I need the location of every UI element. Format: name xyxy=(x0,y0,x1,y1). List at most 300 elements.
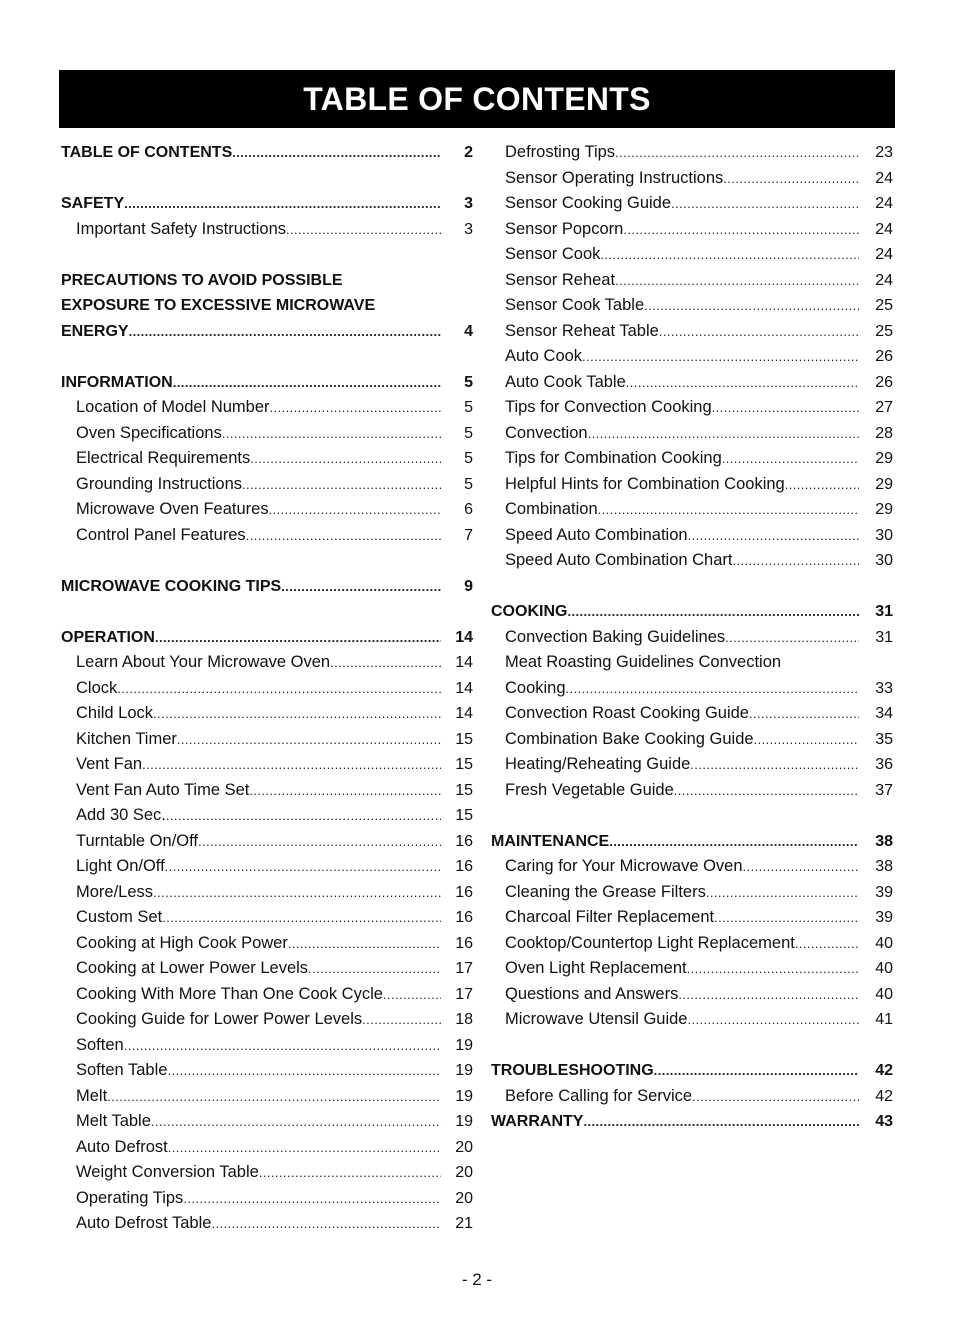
toc-entry-page: 38 xyxy=(875,832,893,850)
dot-leader xyxy=(690,752,859,778)
toc-entry-title: Sensor Cooking Guide xyxy=(505,194,672,212)
toc-entry-title: TROUBLESHOOTING xyxy=(491,1062,654,1079)
toc-section-heading[interactable] xyxy=(61,625,473,651)
toc-entry[interactable] xyxy=(61,395,473,421)
dot-leader xyxy=(286,217,441,243)
toc-entry-title: Helpful Hints for Combination Cooking xyxy=(505,474,785,493)
toc-entry-page: 29 xyxy=(875,450,893,467)
dot-leader xyxy=(583,1109,859,1135)
toc-entry-title: Kitchen Timer xyxy=(76,729,177,748)
dot-leader xyxy=(567,599,859,625)
toc-entry-page: 31 xyxy=(875,603,893,620)
dot-leader xyxy=(654,1058,859,1084)
toc-entry-page: 5 xyxy=(464,373,473,391)
toc-entry[interactable] xyxy=(491,701,893,727)
toc-entry-page: 39 xyxy=(875,909,893,926)
dot-leader xyxy=(232,140,441,166)
toc-entry[interactable] xyxy=(491,268,893,294)
toc-entry-page: 30 xyxy=(875,526,893,544)
toc-entry-page: 16 xyxy=(455,832,473,850)
toc-entry[interactable] xyxy=(491,446,893,472)
toc-entry-title: Clock xyxy=(76,678,118,697)
toc-entry[interactable] xyxy=(491,880,893,906)
dot-leader xyxy=(167,1058,441,1084)
toc-entry[interactable] xyxy=(61,1160,473,1186)
toc-entry-title: Child Lock xyxy=(76,704,154,722)
toc-entry-title: More/Less xyxy=(76,882,154,901)
toc-entry-title: Heating/Reheating Guide xyxy=(505,755,691,773)
toc-entry-page: 24 xyxy=(875,271,893,289)
toc-entry-title: Location of Model Number xyxy=(76,398,270,416)
toc-entry-page: 36 xyxy=(875,756,893,773)
toc-entry[interactable] xyxy=(61,217,473,243)
toc-entry-title: COOKING xyxy=(491,603,568,620)
toc-entry[interactable] xyxy=(491,319,893,345)
toc-entry-title: Turntable On/Off xyxy=(76,831,198,850)
toc-entry-title: Operating Tips xyxy=(76,1188,184,1207)
toc-entry-title: Melt xyxy=(76,1086,108,1105)
toc-entry-title: Sensor Reheat xyxy=(505,270,616,289)
toc-entry[interactable] xyxy=(491,905,893,931)
toc-entry[interactable] xyxy=(491,472,893,498)
toc-entry-page: 27 xyxy=(875,399,893,416)
dot-leader xyxy=(281,574,441,600)
toc-section-heading[interactable] xyxy=(61,140,473,166)
dot-leader xyxy=(124,1033,441,1059)
toc-entry-title: PRECAUTIONS TO AVOID POSSIBLE xyxy=(61,271,343,289)
dot-leader xyxy=(754,727,859,753)
toc-entry-title: ENERGY xyxy=(61,322,129,340)
toc-entry-title: Fresh Vegetable Guide xyxy=(505,780,674,799)
toc-entry[interactable] xyxy=(61,1033,473,1059)
toc-entry-title: Tips for Convection Cooking xyxy=(505,398,712,416)
toc-entry-page: 39 xyxy=(875,883,893,901)
toc-entry-title: Auto Defrost xyxy=(76,1137,168,1156)
toc-entry-title: Sensor Cook Table xyxy=(505,296,645,314)
toc-entry-page: 15 xyxy=(455,807,473,824)
toc-section-heading[interactable] xyxy=(61,293,473,319)
toc-entry-title: Melt Table xyxy=(76,1112,151,1130)
toc-entry-title: Cooking Guide for Lower Power Levels xyxy=(76,1010,363,1028)
toc-entry-page: 15 xyxy=(455,730,473,748)
toc-entry-title: Charcoal Filter Replacement xyxy=(505,908,715,926)
toc-entry-page: 17 xyxy=(455,985,473,1003)
toc-spacer xyxy=(61,599,473,625)
toc-entry[interactable] xyxy=(61,931,473,957)
toc-entry-title: Electrical Requirements xyxy=(76,449,251,467)
toc-entry-title: Custom Set xyxy=(76,908,163,926)
toc-entry[interactable] xyxy=(61,523,473,549)
toc-entry[interactable] xyxy=(61,1058,473,1084)
toc-entry[interactable] xyxy=(491,956,893,982)
dot-leader xyxy=(688,523,859,549)
dot-leader xyxy=(330,650,441,676)
toc-entry-page: 6 xyxy=(464,501,473,518)
toc-entry[interactable] xyxy=(491,217,893,243)
dot-leader xyxy=(725,625,859,651)
toc-entry[interactable] xyxy=(61,829,473,855)
toc-entry[interactable] xyxy=(61,497,473,523)
toc-spacer xyxy=(61,344,473,370)
toc-entry-title: Speed Auto Combination Chart xyxy=(505,551,733,569)
dot-leader xyxy=(259,1160,441,1186)
toc-entry[interactable] xyxy=(61,854,473,880)
dot-leader xyxy=(692,1084,859,1110)
toc-entry-title: Combination xyxy=(505,500,598,518)
toc-entry-title: Sensor Reheat Table xyxy=(505,321,659,340)
dot-leader xyxy=(142,752,441,778)
toc-entry-page: 16 xyxy=(455,909,473,926)
toc-entry-title: Cooking With More Than One Cook Cycle xyxy=(76,984,383,1003)
toc-entry-page: 2 xyxy=(464,144,473,161)
toc-entry-page: 20 xyxy=(455,1164,473,1181)
toc-section-heading[interactable] xyxy=(61,370,473,396)
toc-entry-title: Weight Conversion Table xyxy=(76,1163,259,1181)
toc-section-heading[interactable] xyxy=(491,599,893,625)
toc-entry-page: 29 xyxy=(875,501,893,518)
toc-entry-title: Tips for Combination Cooking xyxy=(505,449,722,467)
toc-section-heading[interactable] xyxy=(61,319,473,345)
toc-entry-page: 21 xyxy=(455,1215,473,1232)
toc-entry-page: 42 xyxy=(875,1087,893,1105)
toc-entry-title: Learn About Your Microwave Oven xyxy=(76,653,331,671)
toc-entry-title: Vent Fan Auto Time Set xyxy=(76,780,250,799)
toc-entry-title: Soften xyxy=(76,1035,124,1054)
toc-entry-title: SAFETY xyxy=(61,195,125,212)
dot-leader xyxy=(117,676,441,702)
dot-leader xyxy=(712,395,859,421)
toc-entry-page: 29 xyxy=(875,475,893,493)
toc-entry-page: 41 xyxy=(875,1011,893,1028)
toc-entry[interactable] xyxy=(61,880,473,906)
dot-leader xyxy=(749,701,859,727)
dot-leader xyxy=(124,191,441,217)
toc-entry-title: OPERATION xyxy=(61,628,155,646)
dot-leader xyxy=(588,421,859,447)
toc-entry-title: Cooking xyxy=(505,678,566,697)
toc-entry[interactable] xyxy=(61,1211,473,1237)
toc-entry[interactable] xyxy=(61,1007,473,1033)
toc-entry-title: Sensor Popcorn xyxy=(505,219,624,238)
toc-entry[interactable] xyxy=(491,370,893,396)
dot-leader xyxy=(211,1211,441,1237)
dot-leader xyxy=(250,446,441,472)
toc-entry-page: 31 xyxy=(875,628,893,646)
toc-entry-page: 5 xyxy=(464,450,473,467)
dot-leader xyxy=(270,395,441,421)
toc-entry-page: 37 xyxy=(875,781,893,799)
toc-entry[interactable] xyxy=(61,727,473,753)
toc-entry[interactable] xyxy=(61,676,473,702)
toc-entry-title: Defrosting Tips xyxy=(505,143,616,161)
toc-entry-title: Important Safety Instructions xyxy=(76,219,287,238)
toc-section-heading[interactable] xyxy=(491,1109,893,1135)
toc-entry-page: 3 xyxy=(464,220,473,238)
toc-spacer xyxy=(61,166,473,192)
toc-spacer xyxy=(491,574,893,600)
dot-leader xyxy=(269,497,441,523)
toc-entry[interactable] xyxy=(491,752,893,778)
toc-entry[interactable] xyxy=(61,803,473,829)
dot-leader xyxy=(706,880,859,906)
toc-entry[interactable] xyxy=(61,701,473,727)
toc-entry-page: 19 xyxy=(455,1087,473,1105)
toc-entry-title: Meat Roasting Guidelines Convection xyxy=(505,653,782,671)
dot-leader xyxy=(242,472,441,498)
toc-entry[interactable] xyxy=(491,523,893,549)
toc-entry-page: 24 xyxy=(875,195,893,212)
toc-entry-title: Oven Light Replacement xyxy=(505,959,687,977)
dot-leader xyxy=(687,956,859,982)
dot-leader xyxy=(165,854,441,880)
toc-entry-title: Oven Specifications xyxy=(76,423,222,442)
toc-entry[interactable] xyxy=(491,293,893,319)
toc-entry-page: 15 xyxy=(455,756,473,773)
toc-entry-title: Grounding Instructions xyxy=(76,474,243,493)
dot-leader xyxy=(566,676,859,702)
toc-entry-page: 14 xyxy=(455,705,473,722)
toc-section-heading[interactable] xyxy=(61,191,473,217)
dot-leader xyxy=(714,905,859,931)
toc-entry[interactable] xyxy=(61,1084,473,1110)
toc-entry-page: 19 xyxy=(455,1036,473,1054)
toc-entry-title: WARRANTY xyxy=(491,1113,584,1130)
toc-left-column xyxy=(61,140,473,1237)
toc-entry-page: 4 xyxy=(464,322,473,340)
toc-entry[interactable] xyxy=(491,650,893,676)
toc-entry-page: 5 xyxy=(464,475,473,493)
toc-spacer xyxy=(61,242,473,268)
toc-entry[interactable] xyxy=(491,191,893,217)
toc-entry-title: Cooktop/Countertop Light Replacement xyxy=(505,933,795,952)
dot-leader xyxy=(785,472,859,498)
toc-entry-title: MAINTENANCE xyxy=(491,832,610,850)
toc-entry[interactable] xyxy=(491,344,893,370)
dot-leader xyxy=(743,854,859,880)
dot-leader xyxy=(671,191,859,217)
dot-leader xyxy=(678,982,859,1008)
toc-entry-page: 33 xyxy=(875,679,893,697)
dot-leader xyxy=(168,1135,441,1161)
toc-section-heading[interactable] xyxy=(491,829,893,855)
toc-entry-page: 40 xyxy=(875,960,893,977)
toc-entry-title: TABLE OF CONTENTS xyxy=(61,144,233,161)
toc-entry[interactable] xyxy=(491,931,893,957)
toc-entry-page: 26 xyxy=(875,373,893,391)
toc-entry-title: Cooking at High Cook Power xyxy=(76,933,288,952)
toc-entry-page: 18 xyxy=(455,1011,473,1028)
dot-leader xyxy=(600,242,859,268)
dot-leader xyxy=(166,803,441,829)
toc-entry[interactable] xyxy=(61,905,473,931)
toc-entry-page: 24 xyxy=(875,169,893,187)
toc-entry[interactable] xyxy=(491,727,893,753)
page-title: TABLE OF CONTENTS xyxy=(59,70,895,128)
toc-entry-title: Microwave Oven Features xyxy=(76,500,269,518)
dot-leader xyxy=(151,1109,441,1135)
toc-entry-page: 5 xyxy=(464,399,473,416)
toc-section-heading[interactable] xyxy=(61,574,473,600)
dot-leader xyxy=(129,319,441,345)
toc-entry-title: Microwave Utensil Guide xyxy=(505,1010,688,1028)
toc-entry-page: 25 xyxy=(875,322,893,340)
toc-entry-title: Soften Table xyxy=(76,1061,168,1079)
toc-entry-title: Sensor Operating Instructions xyxy=(505,168,724,187)
toc-spacer xyxy=(61,548,473,574)
toc-entry-title: Auto Cook Table xyxy=(505,372,626,391)
toc-entry-title: Vent Fan xyxy=(76,755,143,773)
toc-entry-page: 14 xyxy=(455,679,473,697)
dot-leader xyxy=(383,982,441,1008)
toc-entry-page: 3 xyxy=(464,195,473,212)
toc-entry-title: Convection xyxy=(505,423,588,442)
toc-entry-page: 40 xyxy=(875,934,893,952)
toc-spacer xyxy=(491,1033,893,1059)
toc-entry-title: Auto Cook xyxy=(505,347,583,365)
toc-entry-title: Sensor Cook xyxy=(505,245,601,263)
toc-entry-page: 43 xyxy=(875,1113,893,1130)
toc-entry[interactable] xyxy=(491,778,893,804)
toc-entry-page: 14 xyxy=(455,628,473,646)
dot-leader xyxy=(183,1186,441,1212)
toc-entry-page: 28 xyxy=(875,424,893,442)
toc-entry[interactable] xyxy=(491,140,893,166)
page-number: - 2 - xyxy=(461,1270,493,1289)
toc-entry-title: Cleaning the Grease Filters xyxy=(505,882,706,901)
dot-leader xyxy=(598,497,859,523)
dot-leader xyxy=(362,1007,441,1033)
toc-entry[interactable] xyxy=(61,982,473,1008)
toc-entry-title: Before Calling for Service xyxy=(505,1086,693,1105)
toc-entry[interactable] xyxy=(491,1007,893,1033)
dot-leader xyxy=(722,446,859,472)
toc-entry-title: INFORMATION xyxy=(61,373,173,391)
toc-entry-title: Speed Auto Combination xyxy=(505,525,688,544)
dot-leader xyxy=(582,344,859,370)
toc-entry-page: 16 xyxy=(455,858,473,875)
toc-entry-page: 7 xyxy=(464,526,473,544)
toc-entry[interactable] xyxy=(491,548,893,574)
dot-leader xyxy=(732,548,859,574)
toc-entry[interactable] xyxy=(491,1084,893,1110)
dot-leader xyxy=(659,319,859,345)
dot-leader xyxy=(623,217,859,243)
toc-entry[interactable] xyxy=(61,472,473,498)
toc-entry-page: 16 xyxy=(455,934,473,952)
toc-entry-page: 19 xyxy=(455,1062,473,1079)
toc-entry-title: EXPOSURE TO EXCESSIVE MICROWAVE xyxy=(61,297,376,314)
toc-entry[interactable] xyxy=(491,242,893,268)
toc-entry[interactable] xyxy=(61,778,473,804)
toc-entry[interactable] xyxy=(61,1135,473,1161)
toc-entry-title: Add 30 Sec. xyxy=(76,806,166,824)
dot-leader xyxy=(644,293,859,319)
toc-entry[interactable] xyxy=(61,956,473,982)
toc-entry-page: 20 xyxy=(455,1138,473,1156)
dot-leader xyxy=(155,625,441,651)
toc-entry-title: MICROWAVE COOKING TIPS xyxy=(61,577,282,595)
dot-leader xyxy=(723,166,859,192)
toc-entry-page: 14 xyxy=(455,654,473,671)
toc-entry-page: 38 xyxy=(875,858,893,875)
toc-entry[interactable] xyxy=(61,446,473,472)
toc-entry-title: Light On/Off xyxy=(76,857,165,875)
toc-entry-page: 9 xyxy=(464,577,473,595)
toc-entry-page: 30 xyxy=(875,552,893,569)
toc-right-column xyxy=(491,140,893,1135)
toc-entry-page: 16 xyxy=(455,883,473,901)
toc-entry-page: 26 xyxy=(875,348,893,365)
toc-entry-title: Convection Roast Cooking Guide xyxy=(505,704,749,722)
toc-entry-page: 23 xyxy=(875,144,893,161)
toc-entry-page: 42 xyxy=(875,1062,893,1079)
toc-entry[interactable] xyxy=(61,752,473,778)
toc-spacer xyxy=(491,803,893,829)
dot-leader xyxy=(198,829,441,855)
toc-entry[interactable] xyxy=(491,676,893,702)
toc-entry[interactable] xyxy=(491,982,893,1008)
toc-entry-title: Control Panel Features xyxy=(76,525,246,544)
toc-entry-page: 20 xyxy=(455,1189,473,1207)
toc-entry-page: 5 xyxy=(464,424,473,442)
toc-entry[interactable] xyxy=(61,650,473,676)
toc-entry[interactable] xyxy=(491,625,893,651)
toc-section-heading[interactable] xyxy=(491,1058,893,1084)
toc-entry-page: 15 xyxy=(455,781,473,799)
toc-entry[interactable] xyxy=(491,421,893,447)
toc-entry-title: Auto Defrost Table xyxy=(76,1214,212,1232)
toc-entry-page: 24 xyxy=(875,220,893,238)
toc-entry[interactable] xyxy=(491,854,893,880)
dot-leader xyxy=(249,778,441,804)
toc-entry[interactable] xyxy=(61,1186,473,1212)
dot-leader xyxy=(288,931,441,957)
toc-section-heading[interactable] xyxy=(61,268,473,294)
toc-entry-page: 25 xyxy=(875,297,893,314)
toc-entry[interactable] xyxy=(61,1109,473,1135)
dot-leader xyxy=(674,778,859,804)
toc-entry-page: 40 xyxy=(875,985,893,1003)
dot-leader xyxy=(162,905,441,931)
dot-leader xyxy=(687,1007,859,1033)
dot-leader xyxy=(246,523,441,549)
toc-entry-title: Combination Bake Cooking Guide xyxy=(505,729,754,748)
toc-entry[interactable] xyxy=(61,421,473,447)
toc-entry-title: Questions and Answers xyxy=(505,984,679,1003)
toc-entry-title: Convection Baking Guidelines xyxy=(505,627,726,646)
dot-leader xyxy=(222,421,441,447)
dot-leader xyxy=(177,727,441,753)
dot-leader xyxy=(308,956,441,982)
dot-leader xyxy=(615,268,859,294)
dot-leader xyxy=(615,140,859,166)
toc-entry-title: Cooking at Lower Power Levels xyxy=(76,959,309,977)
dot-leader xyxy=(153,880,441,906)
toc-entry-page: 34 xyxy=(875,705,893,722)
dot-leader xyxy=(609,829,859,855)
toc-entry[interactable] xyxy=(491,497,893,523)
toc-entry[interactable] xyxy=(491,166,893,192)
dot-leader xyxy=(107,1084,441,1110)
dot-leader xyxy=(626,370,859,396)
toc-entry-page: 19 xyxy=(455,1113,473,1130)
toc-entry-page: 35 xyxy=(875,730,893,748)
dot-leader xyxy=(153,701,441,727)
toc-entry-page: 24 xyxy=(875,246,893,263)
toc-entry-title: Caring for Your Microwave Oven xyxy=(505,857,743,875)
toc-entry[interactable] xyxy=(491,395,893,421)
dot-leader xyxy=(173,370,441,396)
